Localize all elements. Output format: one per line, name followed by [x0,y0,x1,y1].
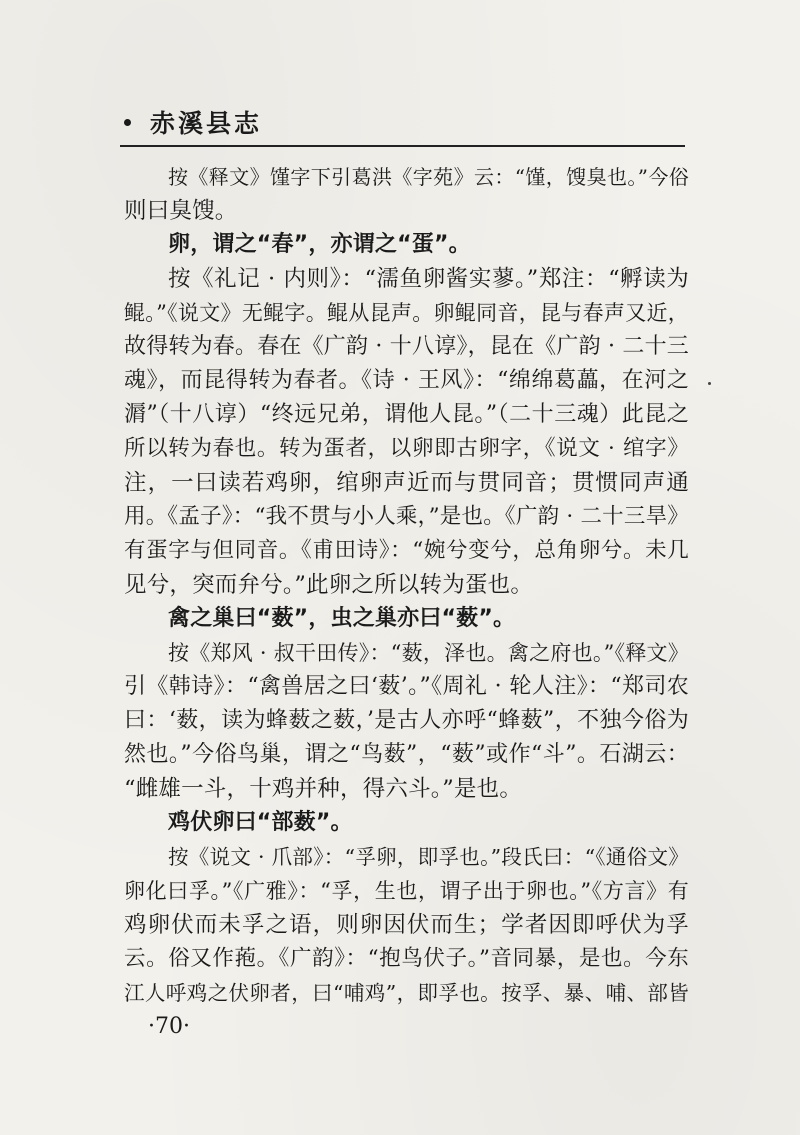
section-heading: 卵，谓之“春”，亦谓之“蛋”。 [168,232,471,257]
text-line: 引《韩诗》：“禽兽居之曰‘薮’。”《周礼 · 轮人注》：“郑司农 [124,674,690,699]
text-line: 魂》，而昆得转为春者。《诗 · 王风》：“绵绵葛藟，在河之 [124,368,690,393]
text-line: 见兮，突而弁兮。”此卵之所以转为蛋也。 [124,572,534,598]
text-line: 然也。”今俗鸟巢，谓之“鸟薮”，“薮”或作“斗”。石湖云： [124,742,690,767]
text-line: 曰：‘薮，读为蜂薮之薮，’是古人亦呼“蜂薮”，不独今俗为 [124,708,690,733]
text-line: 鲲。”《说文》无鲲字。鲲从昆声。卵鲲同音，昆与春声又近， [124,301,690,325]
text-line: 江人呼鸡之伏卵者，曰“哺鸡”，即孚也。按孚、暴、哺、部皆 [124,981,690,1005]
text-line: 所以转为春也。转为蛋者，以卵即古卵字，《说文 · 绾字》 [124,436,690,461]
text-line: 鸡卵伏而未孚之语，则卵因伏而生；学者因即呼伏为孚 [124,912,690,938]
text-line: 按《礼记 · 内则》：“濡鱼卵酱实蓼。”郑注：“孵读为 [168,266,690,292]
body-text [124,160,689,1010]
book-title: 赤溪县志 [150,109,263,138]
margin-speck [708,382,711,385]
text-line: 有蛋字与但同音。《甫田诗》：“婉兮变兮，总角卵兮。未几 [124,538,690,563]
header-bullet [124,119,131,126]
running-header [120,108,685,142]
section-heading: 鸡伏卵曰“部薮”。 [168,810,353,835]
text-line: “雌雄一斗，十鸡并种，得六斗。”是也。 [124,776,523,802]
page-number: ·70· [148,1014,190,1039]
text-line: 故得转为春。春在《广韵 · 十八谆》，昆在《广韵 · 二十三 [124,334,689,359]
text-line: 漘”（十八谆）“终远兄弟，谓他人昆。”（二十三魂）此昆之 [124,402,690,427]
text-line: 按《说文 · 爪部》：“孚卵，即孚也。”段氏曰：“《通俗文》 [168,845,690,869]
text-line: 则曰臭馊。 [124,198,238,224]
text-line: 按《释文》馑字下引葛洪《字苑》云：“馑，馊臭也。”今俗 [168,165,690,189]
text-line: 注，一曰读若鸡卵，绾卵声近而与贯同音；贯惯同声通 [124,470,690,496]
text-line: 云。俗又作菢。《广韵》：“抱鸟伏子。”音同暴，是也。今东 [124,946,690,971]
header-rule [120,145,685,147]
text-line: 按《郑风 · 叔干田传》：“薮，泽也。禽之府也。”《释文》 [168,641,690,665]
text-line: 用。《孟子》：“我不贯与小人乘，”是也。《广韵 · 二十三旱》 [124,504,689,529]
text-line: 卵化曰孚。”《广雅》：“孚，生也，谓子出于卵也。”《方言》有 [124,879,690,903]
section-heading: 禽之巢曰“薮”，虫之巢亦曰“薮”。 [168,606,516,631]
